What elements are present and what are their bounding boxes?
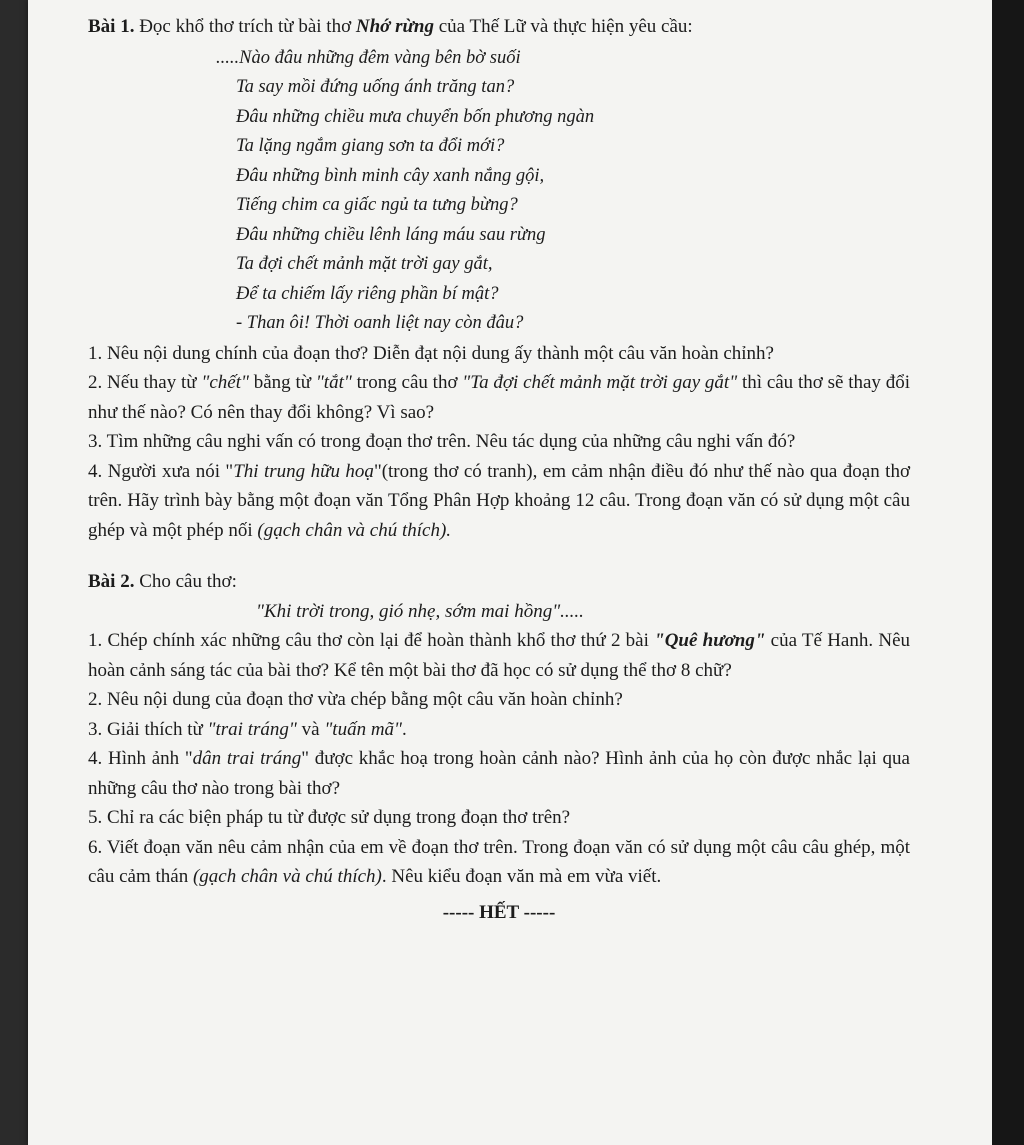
q-text: . — [402, 718, 407, 740]
q-quote: Thi trung hữu hoạ — [233, 460, 374, 482]
q-word: "chết" — [201, 372, 249, 393]
q-text: 3. Giải thích từ — [88, 718, 208, 740]
poem-line: Đâu những chiều lênh láng máu sau rừng — [236, 224, 546, 245]
bai2-question-2: 2. Nêu nội dung của đoạn thơ vừa chép bằng một câu văn hoàn chỉnh? — [88, 689, 623, 710]
q-text: trong câu thơ — [351, 372, 463, 393]
bai2-question-1 — [88, 626, 910, 685]
poem-line: - Than ôi! Thời oanh liệt nay còn đâu? — [236, 313, 524, 333]
q-note: (gạch chân và chú thích). — [257, 519, 452, 541]
bai2-question-5: 5. Chỉ ra các biện pháp tu từ được sử dụng trong đoạn thơ trên? — [88, 807, 571, 828]
bai1-intro-post: của Thế Lữ và thực hiện yêu cầu: — [438, 16, 693, 37]
q-text: " được khắc hoạ trong hoàn cảnh nào? Hình ảnh của họ còn được nhắc lại qua những câu thơ nào trong bài thơ? — [88, 748, 910, 799]
bai2-question-6 — [88, 833, 910, 892]
bai2-intro: Cho câu thơ: — [139, 571, 237, 592]
q-text: 4. Hình ảnh " — [88, 748, 193, 769]
bai1-poem-title: Nhớ rừng — [355, 16, 434, 37]
poem-line: .....Nào đâu những đêm vàng bên bờ suối — [216, 47, 521, 68]
poem-line: Đâu những chiều mưa chuyển bốn phương ngàn — [236, 106, 595, 127]
bai1-number: Bài 1. — [88, 16, 135, 37]
poem-line: Ta đợi chết mảnh mặt trời gay gắt, — [236, 254, 493, 274]
poem-line: Ta lặng ngắm giang sơn ta đổi mới? — [236, 136, 505, 156]
q-word: dân trai tráng — [192, 748, 302, 769]
poem-line: Tiếng chim ca giấc ngủ ta tưng bừng? — [236, 195, 518, 215]
screen-edge — [992, 0, 1024, 1145]
q-text: 4. Người xưa nói " — [88, 460, 234, 482]
q-text: của Tế Hanh. Nêu hoàn cảnh sáng tác của bài thơ? Kể tên một bài thơ đã học có sử dụng thể thơ 8 chữ? — [88, 630, 911, 681]
bai2-quote: "Khi trời trong, gió nhẹ, sớm mai hồng"..... — [256, 600, 584, 622]
q-poem-title: "Quê hương" — [654, 630, 766, 651]
q-text: bằng từ — [248, 372, 316, 393]
bai1-question-4 — [88, 457, 910, 546]
bai1-question-3: 3. Tìm những câu nghi vấn có trong đoạn thơ trên. Nêu tác dụng của những câu nghi vấn đó? — [88, 431, 796, 452]
q-word: "tuấn mã" — [324, 718, 403, 740]
q-text: . Nêu kiểu đoạn văn mà em vừa viết. — [381, 866, 662, 887]
poem-excerpt — [216, 44, 910, 339]
q-text: "(trong thơ có tranh), em cảm nhận điều đó như thế nào qua đoạn thơ trên. Hãy trình bày bằng một đoạn văn Tổng Phân Hợp khoảng 12 câu. Trong đoạn văn có sử dụng một câu ghép và một phép nối — [88, 460, 910, 541]
poem-line: Đâu những bình minh cây xanh nắng gội, — [236, 165, 545, 186]
section-gap — [88, 545, 910, 567]
end-marker: ----- HẾT ----- — [442, 901, 556, 923]
q-text: và — [296, 718, 325, 740]
q-note: (gạch chân và chú thích) — [192, 866, 382, 887]
bai2-number: Bài 2. — [88, 571, 135, 592]
q-text: 2. Nếu thay từ — [88, 372, 202, 393]
bai2-question-3 — [88, 715, 910, 745]
bai1-heading — [88, 12, 910, 42]
bai1-question-1: 1. Nêu nội dung chính của đoạn thơ? Diễn đạt nội dung ấy thành một câu văn hoàn chỉnh? — [88, 342, 774, 364]
document-content — [88, 12, 910, 927]
q-text: thì câu thơ sẽ thay đổi như thế nào? Có nên thay đổi không? Vì sao? — [88, 372, 910, 423]
bai2-question-4 — [88, 744, 910, 803]
bai1-question-2 — [88, 368, 910, 427]
bai2-heading — [88, 567, 910, 597]
poem-line: Để ta chiếm lấy riêng phần bí mật? — [236, 283, 499, 304]
q-quote: "Ta đợi chết mảnh mặt trời gay gắt" — [462, 372, 738, 393]
q-text: 6. Viết đoạn văn nêu cảm nhận của em về đoạn thơ trên. Trong đoạn văn có sử dụng một câu câu ghép, một câu cảm thán — [88, 836, 910, 887]
q-text: 1. Chép chính xác những câu thơ còn lại để hoàn thành khổ thơ thứ 2 bài — [88, 630, 655, 651]
q-word: "tắt" — [315, 372, 352, 393]
bai1-intro-pre: Đọc khổ thơ trích từ bài thơ — [139, 16, 352, 37]
poem-line: Ta say mồi đứng uống ánh trăng tan? — [236, 77, 515, 97]
q-word: "trai tráng" — [207, 718, 297, 740]
